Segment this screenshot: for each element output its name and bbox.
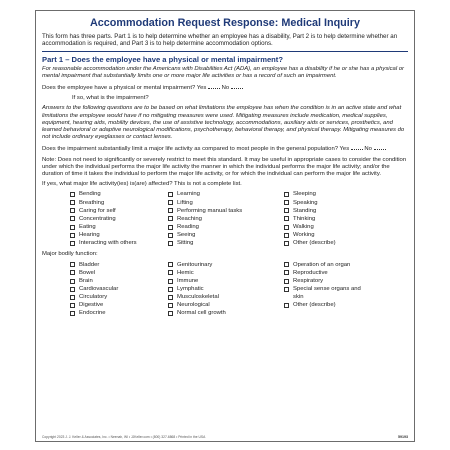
no-label: No bbox=[221, 85, 230, 91]
activity-label: Learning bbox=[177, 191, 200, 198]
activity-item[interactable] bbox=[284, 224, 374, 231]
activity-item[interactable] bbox=[168, 216, 284, 223]
bodily-label: Bladder bbox=[79, 261, 100, 268]
checkbox[interactable] bbox=[168, 192, 173, 197]
bodily-item[interactable] bbox=[168, 286, 284, 293]
bodily-item[interactable] bbox=[168, 310, 284, 317]
checkbox[interactable] bbox=[168, 225, 173, 230]
checkbox[interactable] bbox=[284, 270, 289, 275]
activity-item[interactable] bbox=[70, 200, 168, 207]
checkbox[interactable] bbox=[284, 192, 289, 197]
bodily-item[interactable] bbox=[284, 294, 384, 301]
yes-blank[interactable] bbox=[351, 144, 363, 150]
activity-label: Sleeping bbox=[293, 191, 316, 198]
activity-label: Performing manual tasks bbox=[177, 207, 243, 214]
footer-copyright: Copyright 2023 J. J. Keller & Associates, Inc. • Neenah, WI • JJKeller.com • (800) 327-6868 • Printed in the USA bbox=[42, 435, 206, 439]
impairment-question bbox=[42, 83, 408, 92]
checkbox[interactable] bbox=[284, 241, 289, 246]
bodily-column bbox=[70, 262, 168, 319]
bodily-function-checklist bbox=[70, 262, 408, 319]
bodily-label: skin bbox=[293, 294, 304, 301]
checkbox[interactable] bbox=[168, 287, 173, 292]
activity-label: Reading bbox=[177, 224, 199, 230]
activity-item[interactable] bbox=[284, 232, 374, 239]
bodily-column bbox=[168, 262, 284, 319]
no-blank[interactable] bbox=[374, 144, 386, 150]
footer-code: 59193 bbox=[398, 435, 408, 439]
activity-item[interactable] bbox=[168, 200, 284, 207]
bodily-label: Immune bbox=[177, 277, 199, 284]
bodily-function-heading: Major bodily function: bbox=[42, 251, 98, 258]
activity-item[interactable] bbox=[70, 240, 168, 247]
checkbox[interactable] bbox=[168, 279, 173, 284]
substantially-question-text: Does the impairment substantially limit a major life activity as compared to most people in the general population? bbox=[42, 146, 338, 153]
note-paragraph: Note: Does not need to significantly or severely restrict to meet this standard. It may be useful in appropriate cases to consider the condition under which the individual performs the major life activity the manner in which the individual performs the major life activity; and/or the duration of time it takes the individual to perform the major life activity, or for which the individual can perform the major life activity. bbox=[42, 156, 407, 178]
checkbox[interactable] bbox=[168, 311, 173, 316]
bodily-item[interactable] bbox=[168, 302, 284, 309]
activity-item[interactable] bbox=[168, 240, 284, 247]
checkbox[interactable] bbox=[284, 200, 289, 205]
checkbox[interactable] bbox=[168, 262, 173, 267]
activity-label: Reaching bbox=[177, 215, 202, 222]
checkbox[interactable] bbox=[168, 295, 173, 300]
checkbox[interactable] bbox=[70, 303, 75, 308]
bodily-label: Hemic bbox=[177, 269, 194, 276]
bodily-item[interactable] bbox=[284, 278, 384, 285]
activity-item[interactable] bbox=[168, 224, 284, 231]
no-label: No bbox=[364, 146, 372, 153]
checkbox[interactable] bbox=[168, 200, 173, 205]
bodily-item[interactable] bbox=[70, 278, 168, 285]
bodily-item[interactable] bbox=[168, 278, 284, 285]
yes-label: Yes bbox=[339, 146, 350, 153]
activity-item[interactable] bbox=[168, 191, 284, 198]
footer bbox=[42, 435, 408, 439]
activity-item[interactable] bbox=[284, 208, 374, 215]
activities-checklist bbox=[70, 191, 408, 248]
checkbox[interactable] bbox=[168, 270, 173, 275]
activity-item[interactable] bbox=[284, 240, 374, 247]
activity-item[interactable] bbox=[70, 216, 168, 223]
form-title: Accommodation Request Response: Medical Inquiry bbox=[90, 17, 360, 29]
ada-paragraph: For reasonable accommodation under the Americans with Disabilities Act (ADA), an employee has a disability if he or she has a physical or mental impairment that substantially limits one or more major life activities or has a record of such an impairment. bbox=[42, 65, 405, 79]
activity-label: Sitting bbox=[177, 240, 194, 247]
activity-item[interactable] bbox=[70, 224, 168, 231]
activity-label: Concentrating bbox=[79, 215, 116, 222]
activity-label: Eating bbox=[79, 224, 96, 230]
activity-item[interactable] bbox=[70, 191, 168, 198]
bodily-item[interactable] bbox=[284, 270, 384, 277]
checkbox[interactable] bbox=[284, 262, 289, 267]
checkbox[interactable] bbox=[168, 233, 173, 238]
bodily-label: Neurological bbox=[177, 302, 210, 309]
bodily-item[interactable] bbox=[70, 302, 168, 309]
bodily-item[interactable] bbox=[168, 262, 284, 269]
activity-label: Other (describe) bbox=[293, 240, 336, 247]
activity-item[interactable] bbox=[168, 232, 284, 239]
substantially-limit-question bbox=[42, 144, 408, 153]
bodily-label: Bowel bbox=[79, 269, 96, 276]
checkbox[interactable] bbox=[70, 192, 75, 197]
activity-item[interactable] bbox=[168, 208, 284, 215]
checkbox[interactable] bbox=[70, 225, 75, 230]
part1-heading: Part 1 – Does the employee have a physical or mental impairment? bbox=[42, 54, 283, 64]
checkbox[interactable] bbox=[70, 270, 75, 275]
activity-label: Thinking bbox=[293, 215, 316, 222]
checkbox[interactable] bbox=[70, 233, 75, 238]
bodily-label: Brain bbox=[79, 277, 93, 284]
activity-label: Bending bbox=[79, 191, 101, 198]
activity-item[interactable] bbox=[70, 232, 168, 239]
checkbox[interactable] bbox=[70, 216, 75, 221]
checkbox[interactable] bbox=[284, 233, 289, 238]
activity-label: Hearing bbox=[79, 232, 100, 239]
bodily-item[interactable] bbox=[284, 286, 384, 293]
checkbox[interactable] bbox=[70, 311, 75, 316]
checkbox[interactable] bbox=[284, 208, 289, 213]
bodily-label: Lymphatic bbox=[177, 286, 204, 293]
bodily-item[interactable] bbox=[284, 302, 384, 309]
activity-item[interactable] bbox=[284, 191, 374, 198]
bodily-label: Respiratory bbox=[293, 277, 324, 284]
activity-item[interactable] bbox=[284, 216, 374, 223]
bodily-label: Special sense organs and bbox=[293, 286, 361, 293]
activity-label: Interacting with others bbox=[79, 240, 137, 247]
no-blank[interactable] bbox=[231, 83, 243, 89]
checkbox[interactable] bbox=[168, 303, 173, 308]
activity-label: Caring for self bbox=[79, 207, 116, 214]
bodily-label: Endocrine bbox=[79, 310, 106, 317]
impairment-question-text: Does the employee have a physical or mental impairment? bbox=[42, 85, 196, 91]
checkbox[interactable] bbox=[70, 241, 75, 246]
checkbox[interactable] bbox=[70, 262, 75, 267]
bodily-label: Operation of an organ bbox=[293, 261, 351, 268]
bodily-label: Reproductive bbox=[293, 269, 328, 276]
checkbox[interactable] bbox=[284, 303, 289, 308]
form-page bbox=[35, 10, 415, 442]
bodily-item[interactable] bbox=[70, 294, 168, 301]
checkbox[interactable] bbox=[168, 241, 173, 246]
bodily-item[interactable] bbox=[70, 262, 168, 269]
intro-text: This form has three parts. Part 1 is to help determine whether an employee has a disability, Part 2 is to help determine whether an accommodation is required, and Part 3 is to help determine accommodation options. bbox=[42, 33, 398, 48]
activity-label: Lifting bbox=[177, 199, 193, 206]
bodily-item[interactable] bbox=[168, 294, 284, 301]
checkbox[interactable] bbox=[70, 295, 75, 300]
yes-blank[interactable] bbox=[208, 83, 220, 89]
activity-label: Breathing bbox=[79, 199, 105, 206]
activity-label: Standing bbox=[293, 207, 317, 214]
activity-column bbox=[70, 191, 168, 248]
checkbox[interactable] bbox=[284, 279, 289, 284]
activity-item[interactable] bbox=[70, 208, 168, 215]
checkbox[interactable] bbox=[168, 216, 173, 221]
checkbox[interactable] bbox=[284, 287, 289, 292]
bodily-label: Normal cell growth bbox=[177, 310, 226, 317]
bodily-label: Other (describe) bbox=[293, 302, 336, 309]
checkbox[interactable] bbox=[284, 216, 289, 221]
bodily-label: Musculoskeletal bbox=[177, 294, 219, 301]
yes-label: Yes bbox=[196, 85, 207, 91]
bodily-label: Digestive bbox=[79, 302, 104, 309]
if-so-question: If so, what is the impairment? bbox=[72, 95, 149, 102]
bodily-item[interactable] bbox=[70, 310, 168, 317]
bodily-item[interactable] bbox=[168, 270, 284, 277]
activity-label: Speaking bbox=[293, 199, 318, 206]
bodily-item[interactable] bbox=[284, 262, 384, 269]
activity-item[interactable] bbox=[284, 200, 374, 207]
divider bbox=[42, 51, 408, 52]
checkbox[interactable] bbox=[70, 200, 75, 205]
bodily-item[interactable] bbox=[70, 270, 168, 277]
checkbox[interactable] bbox=[70, 279, 75, 284]
bodily-label: Genitourinary bbox=[177, 261, 213, 268]
bodily-label: Cardiovascular bbox=[79, 286, 119, 293]
checkbox[interactable] bbox=[70, 287, 75, 292]
activity-column bbox=[168, 191, 284, 248]
checkbox[interactable] bbox=[284, 225, 289, 230]
activity-label: Walking bbox=[293, 224, 314, 230]
mitigating-paragraph: Answers to the following questions are to be based on what limitations the employee has when the condition is in an active state and what limitations the employee would have if no mitigating measures were used. Mitigating measures include medication, medical supplies, equipment, hearing aids, mobility devices, the use of assistive technology, accommodations, auxiliary aids or services, prosthetics, and learned behavioral or adaptive neurological modifications, psychotherapy, behavioral therapy, and physical therapy. Mitigating measures do not include ordinary eyeglasses or contact lenses. bbox=[42, 105, 405, 141]
checkbox[interactable] bbox=[168, 208, 173, 213]
bodily-column bbox=[284, 262, 384, 319]
activity-label: Seeing bbox=[177, 232, 196, 239]
activity-column bbox=[284, 191, 374, 248]
bodily-item[interactable] bbox=[70, 286, 168, 293]
activity-label: Working bbox=[293, 232, 315, 239]
bodily-label: Circulatory bbox=[79, 294, 108, 301]
which-activities-question: If yes, what major life activity(ies) is(are) affected? This is not a complete list. bbox=[42, 181, 242, 188]
checkbox[interactable] bbox=[70, 208, 75, 213]
